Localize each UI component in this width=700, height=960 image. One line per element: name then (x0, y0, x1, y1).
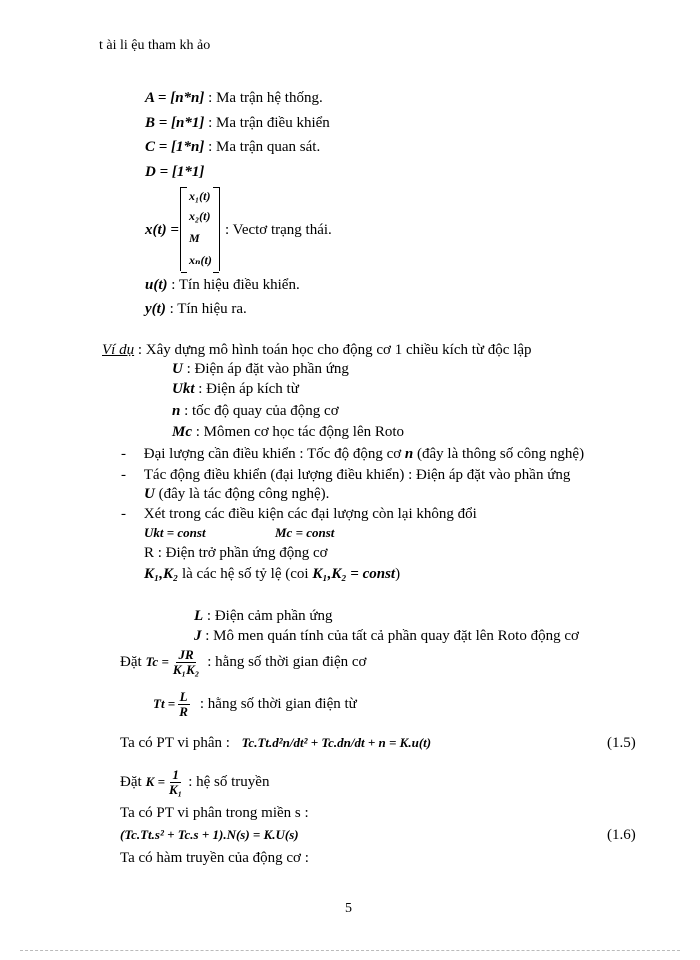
symbol: U (144, 486, 155, 502)
example-label: Ví dụ (102, 342, 135, 358)
eq-1-6-prefix: Ta có PT vi phân trong miền s : (120, 805, 309, 821)
symbol: u(t) (145, 277, 168, 293)
symbol: L (194, 608, 204, 624)
prefix: Ta có PT vi phân : (120, 735, 230, 751)
denominator: R (179, 703, 188, 719)
definition-B (145, 115, 330, 132)
numerator: 1 (172, 766, 179, 782)
symbol: K₁,K₂ (144, 566, 179, 582)
page-header: t ài li ệu tham kh ảo (99, 38, 211, 53)
example-var (172, 361, 349, 378)
example-text: : Xây dựng mô hình toán học cho động cơ 1 chiều kích từ độc lập (137, 342, 532, 358)
eq-1-5-number: (1.5) (607, 735, 636, 751)
tt-fraction (177, 690, 190, 719)
numerator: L (179, 688, 188, 704)
desc: : tốc độ quay của động cơ (184, 403, 339, 419)
matrix-entry: x₂(t) (189, 209, 211, 223)
bullet-1 (121, 446, 584, 463)
symbol: J (194, 628, 202, 644)
desc: : hằng số thời gian điện từ (199, 695, 357, 712)
desc: : Mô men quán tính của tất cả phần quay đặt lên Roto động cơ (205, 628, 579, 644)
eq-1-5 (120, 735, 431, 752)
tt-definition (153, 686, 357, 722)
symbol: U (172, 361, 183, 377)
dash: - (121, 446, 126, 462)
desc: : Tín hiệu điều khiển. (171, 277, 300, 293)
lhs: Tt = (153, 696, 176, 711)
k-eq: K₁,K₂ = const (312, 566, 396, 582)
bullet-2-line2 (144, 486, 329, 503)
tc-fraction (171, 648, 201, 677)
dash: - (121, 467, 126, 483)
desc: : Điện áp đặt vào phần ứng (186, 361, 349, 377)
example-var (172, 403, 339, 420)
symbol: D = [1*1] (145, 164, 205, 180)
eq-1-6-number: (1.6) (607, 827, 636, 843)
state-vector-lhs: x(t) = (145, 222, 179, 238)
bullet-text: (đây là tác động công nghệ). (158, 486, 330, 502)
symbol: B = [n*1] (145, 115, 205, 131)
matrix-entry: xₙ(t) (189, 253, 212, 267)
bullet-tail: (đây là thông số công nghệ) (417, 446, 585, 462)
prefix: Đặt (120, 653, 142, 670)
var-J (194, 628, 579, 645)
desc: : hằng số thời gian điện cơ (207, 653, 367, 670)
const-mc: Mc = const (275, 525, 335, 540)
desc: : Điện cảm phần ứng (206, 608, 333, 624)
desc: : Mômen cơ học tác động lên Roto (195, 424, 405, 440)
lhs: Tc = (145, 654, 169, 669)
symbol: n (172, 403, 181, 419)
definition-A (145, 90, 323, 107)
r-line: R : Điện trở phần ứng động cơ (144, 545, 328, 561)
k-fraction (167, 768, 184, 797)
denominator: K₁K₂ (172, 661, 200, 677)
desc: : Ma trận điều khiển (208, 115, 330, 131)
signal-u (145, 277, 300, 294)
bullet-2 (121, 467, 570, 484)
dash: - (121, 506, 126, 522)
k-definition (120, 764, 269, 800)
state-vector-desc: : Vectơ trạng thái. (225, 222, 332, 238)
desc: : Điện áp kích từ (198, 381, 299, 397)
denominator: K₁ (169, 781, 183, 797)
example-var (172, 381, 299, 398)
var-L (194, 608, 333, 625)
bullet-text: Đại lượng cần điều khiển : Tốc độ động cơ (143, 446, 402, 462)
equation: Tc.Tt.d²n/dt² + Tc.dn/dt + n = K.u(t) (241, 735, 432, 750)
const-ukt: Ukt = const (144, 525, 206, 540)
page-number: 5 (345, 901, 352, 916)
eq-1-6: (Tc.Tt.s² + Tc.s + 1).N(s) = K.U(s) (120, 827, 299, 842)
definition-C (145, 139, 320, 156)
matrix-entry: x₁(t) (189, 189, 211, 203)
symbol: Mc (172, 424, 192, 440)
symbol: A = [n*n] (145, 90, 205, 106)
example-title (102, 342, 532, 359)
symbol: C = [1*n] (145, 139, 205, 155)
bullet-text: Tác động điều khiển (đại lượng điều khiển) : Điện áp đặt vào phần ứng (143, 467, 571, 483)
matrix-entry: M (189, 231, 200, 245)
symbol: y(t) (145, 301, 166, 317)
symbol: n (404, 446, 414, 462)
bullet-text: Xét trong các điều kiện các đại lượng còn lại không đổi (143, 506, 477, 522)
footer-divider (20, 950, 680, 951)
bullet-3 (121, 506, 477, 523)
desc: : Tín hiệu ra. (169, 301, 247, 317)
state-vector-matrix (180, 187, 220, 271)
k-line (144, 566, 400, 583)
numerator: JR (178, 646, 194, 662)
prefix: Đặt (120, 773, 142, 790)
desc: : Ma trận quan sát. (208, 139, 321, 155)
example-var (172, 424, 404, 441)
desc: : hệ số truyền (188, 773, 270, 790)
lhs: K = (145, 774, 166, 789)
symbol: Ukt (172, 381, 195, 397)
signal-y (145, 301, 247, 318)
transfer-function-line: Ta có hàm truyền của động cơ : (120, 850, 309, 866)
definition-D (145, 164, 204, 181)
k-end: ) (395, 566, 401, 582)
desc: : Ma trận hệ thống. (208, 90, 323, 106)
k-text: là các hệ số tỷ lệ (coi (181, 566, 309, 582)
tc-definition (120, 644, 366, 680)
